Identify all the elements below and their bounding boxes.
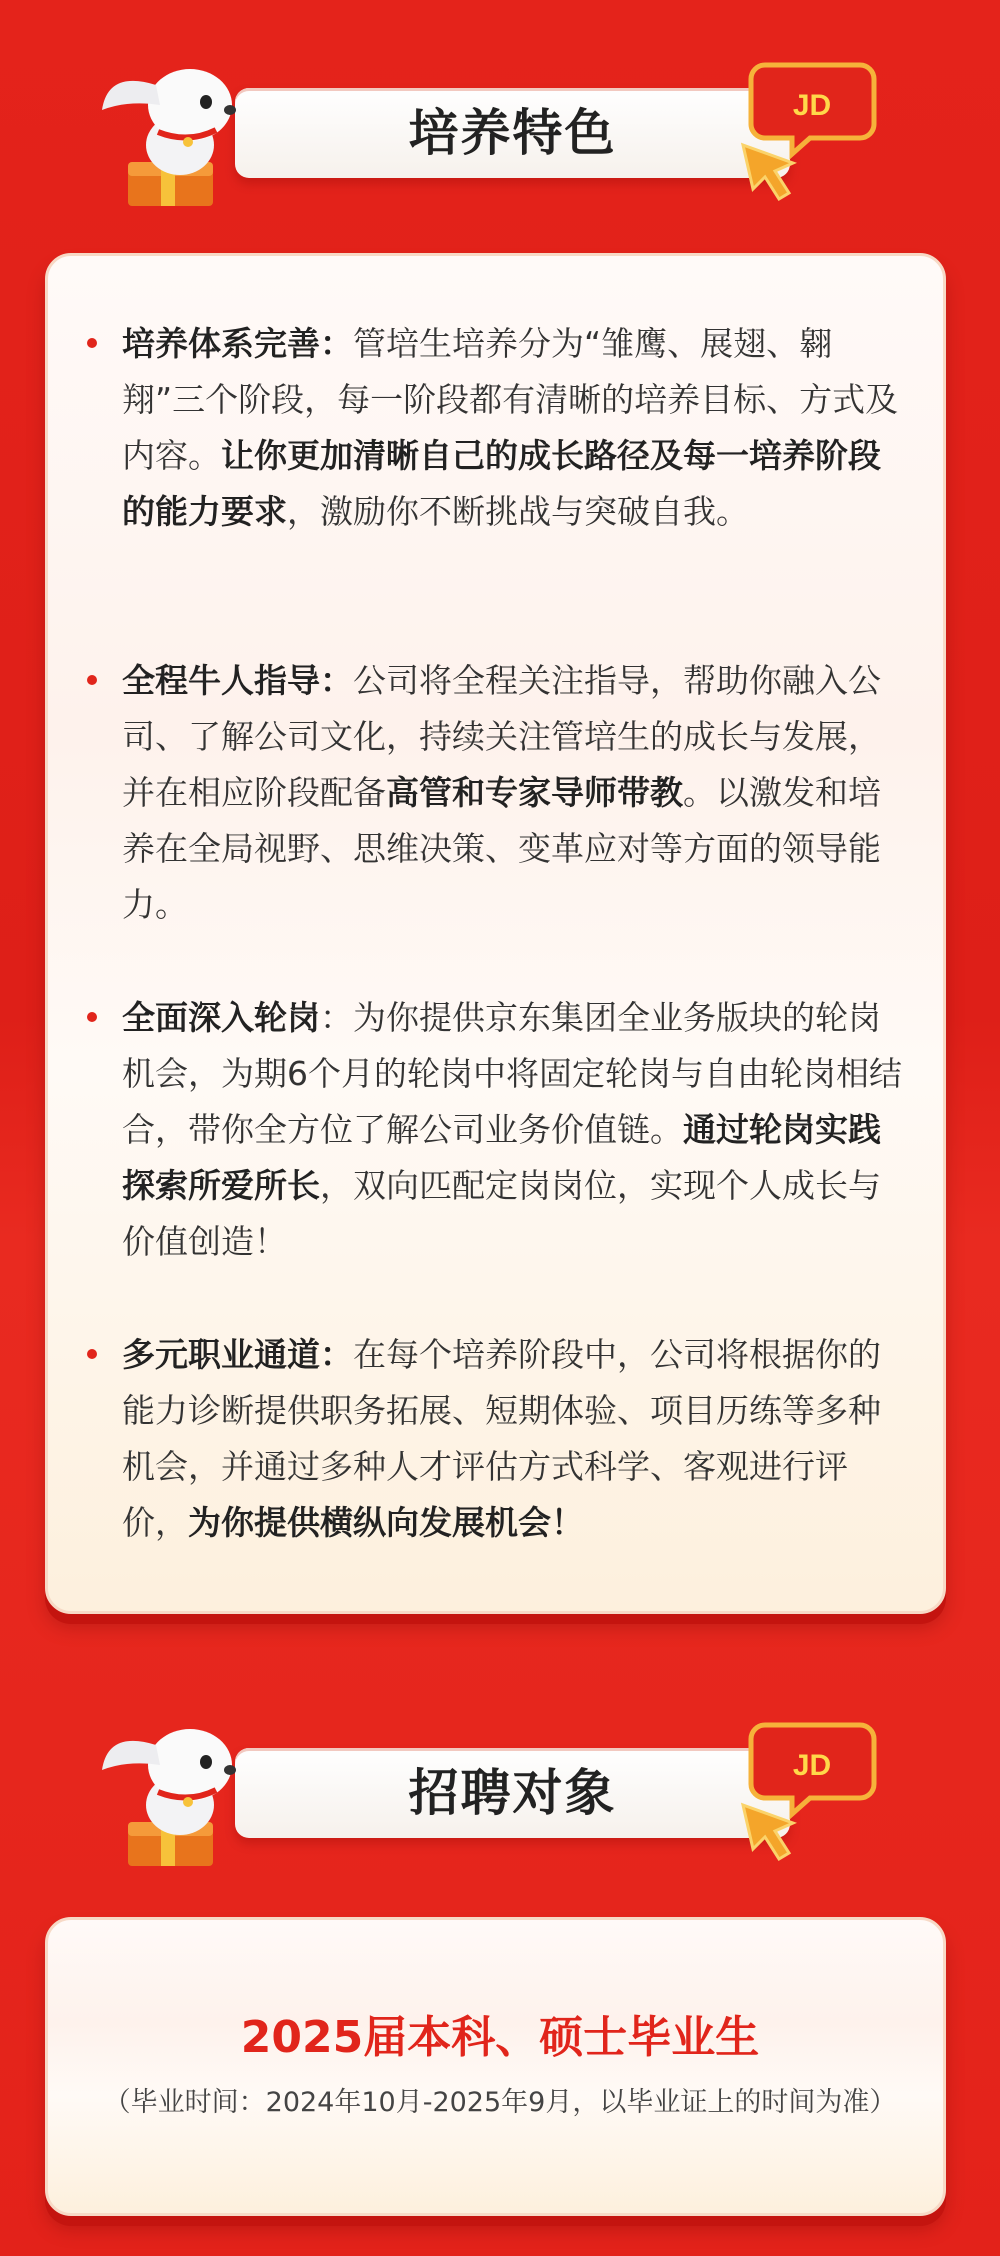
feature-lead: 全程牛人指导： <box>122 661 353 700</box>
bullet-dot <box>87 1012 97 1022</box>
section-header-recruit <box>0 1710 1000 1870</box>
feature-lead: 多元职业通道： <box>122 1335 353 1374</box>
bullet-dot <box>87 1349 97 1359</box>
feature-item <box>122 1327 902 1551</box>
joy-dog-mascot-icon <box>98 50 273 210</box>
feature-text-end: ，激励你不断挑战与突破自我。 <box>287 492 749 531</box>
feature-text: 管培生培养分为“雏鹰、展翅、翱翔”三个阶段，每一阶段都有清晰的培养目标、方式及内容。 <box>122 324 899 475</box>
cursor-arrow-icon <box>743 1805 793 1859</box>
recruit-target-card <box>45 1917 946 2216</box>
feature-item <box>122 990 902 1270</box>
bullet-dot <box>87 338 97 348</box>
cursor-arrow-icon <box>743 145 793 199</box>
feature-highlight: 为你提供横纵向发展机会！ <box>188 1503 584 1542</box>
joy-dog-mascot-icon <box>98 1710 273 1870</box>
jd-chat-badge-icon <box>715 55 885 205</box>
feature-text: 在每个培养阶段中，公司将根据你的能力诊断提供职务拓展、短期体验、项目历练等多种机会，并通过多种人才评估方式科学、客观进行评价， <box>122 1335 881 1542</box>
feature-text-end: ，双向匹配定岗岗位，实现个人成长与价值创造！ <box>122 1166 881 1261</box>
feature-lead: 全面深入轮岗 <box>122 998 320 1037</box>
svg-text:JD: JD <box>792 89 832 122</box>
feature-item <box>122 316 902 540</box>
feature-item <box>122 653 902 933</box>
feature-highlight: 通过轮岗实践探索所爱所长 <box>122 1110 881 1205</box>
feature-text: ：为你提供京东集团全业务版块的轮岗机会，为期6个月的轮岗中将固定轮岗与自由轮岗相结合，带你全方位了解公司业务价值链。 <box>122 998 902 1149</box>
section-title: 招聘对象 <box>408 1764 617 1822</box>
feature-text: 公司将全程关注指导，帮助你融入公司、了解公司文化，持续关注管培生的成长与发展，并在相应阶段配备 <box>122 661 881 812</box>
feature-highlight: 让你更加清晰自己的成长路径及每一培养阶段的能力要求 <box>122 436 881 531</box>
bullet-dot <box>87 675 97 685</box>
svg-text:JD: JD <box>792 1749 832 1782</box>
feature-lead: 培养体系完善： <box>122 324 353 363</box>
feature-highlight: 高管和专家导师带教 <box>386 773 683 812</box>
section-header-training <box>0 50 1000 210</box>
recruit-target-title: 2025届本科、硕士毕业生 <box>240 2012 760 2063</box>
section-title: 培养特色 <box>408 104 617 162</box>
jd-chat-badge-icon <box>715 1715 885 1865</box>
graduation-time-note: （毕业时间：2024年10月-2025年9月，以毕业证上的时间为准） <box>103 2087 897 2118</box>
feature-text-end: 。以激发和培养在全局视野、思维决策、变革应对等方面的领导能力。 <box>122 773 881 924</box>
